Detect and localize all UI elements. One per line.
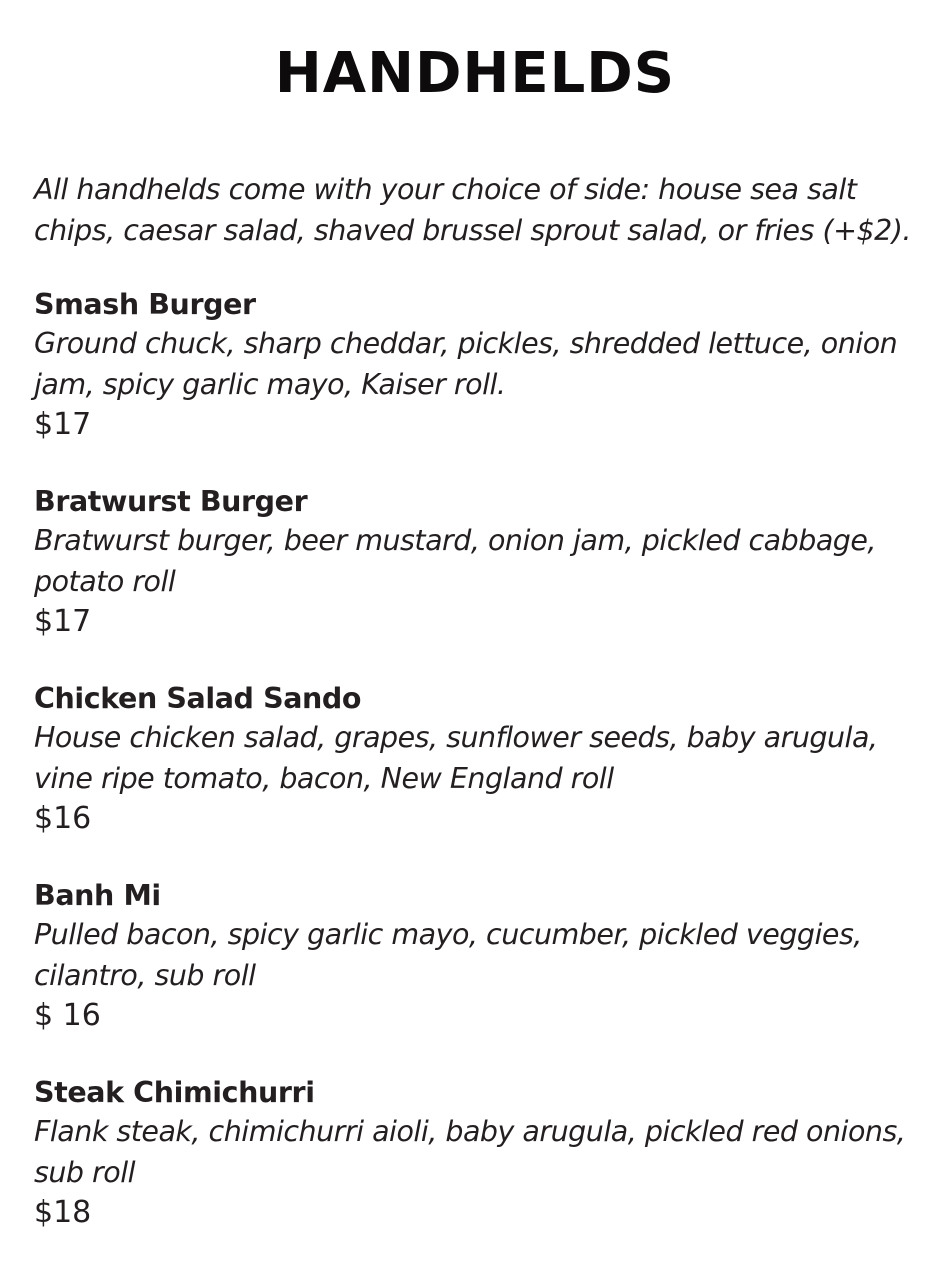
side-choice-note: All handhelds come with your choice of side: house sea salt chips, caesar salad, shaved brussel sprout salad, or fries (+$2). bbox=[34, 173, 911, 247]
menu-item-description: Pulled bacon, spicy garlic mayo, cucumber, pickled veggies, cilantro, sub roll bbox=[34, 918, 862, 992]
menu-item-chicken-salad-sando bbox=[34, 680, 929, 877]
menu-item-name: Bratwurst Burger bbox=[34, 485, 308, 518]
menu-item-smash-burger bbox=[34, 286, 929, 483]
menu-item-price: $16 bbox=[34, 801, 92, 836]
menu-item-description: House chicken salad, grapes, sunflower seeds, baby arugula, vine ripe tomato, bacon, New England roll bbox=[34, 721, 878, 795]
menu-item-price: $ 16 bbox=[34, 998, 101, 1033]
menu-item-banh-mi bbox=[34, 877, 929, 1074]
menu-item-description: Bratwurst burger, beer mustard, onion jam, pickled cabbage, potato roll bbox=[34, 524, 876, 598]
menu-item-description: Flank steak, chimichurri aioli, baby arugula, pickled red onions, sub roll bbox=[34, 1115, 906, 1189]
menu-item-price: $17 bbox=[34, 604, 92, 639]
menu-item-name: Chicken Salad Sando bbox=[34, 682, 362, 715]
menu-section-title: HANDHELDS bbox=[274, 41, 676, 106]
menu-item-price: $18 bbox=[34, 1195, 92, 1230]
menu-item-name: Steak Chimichurri bbox=[34, 1076, 315, 1109]
menu-item-list bbox=[34, 286, 929, 1271]
menu-item-bratwurst-burger bbox=[34, 483, 929, 680]
menu-item-steak-chimichurri bbox=[34, 1074, 929, 1271]
menu-item-name: Smash Burger bbox=[34, 288, 256, 321]
menu-item-description: Ground chuck, sharp cheddar, pickles, shredded lettuce, onion jam, spicy garlic mayo, Kaiser roll. bbox=[34, 327, 898, 401]
menu-item-price: $17 bbox=[34, 407, 92, 442]
menu-item-name: Banh Mi bbox=[34, 879, 161, 912]
